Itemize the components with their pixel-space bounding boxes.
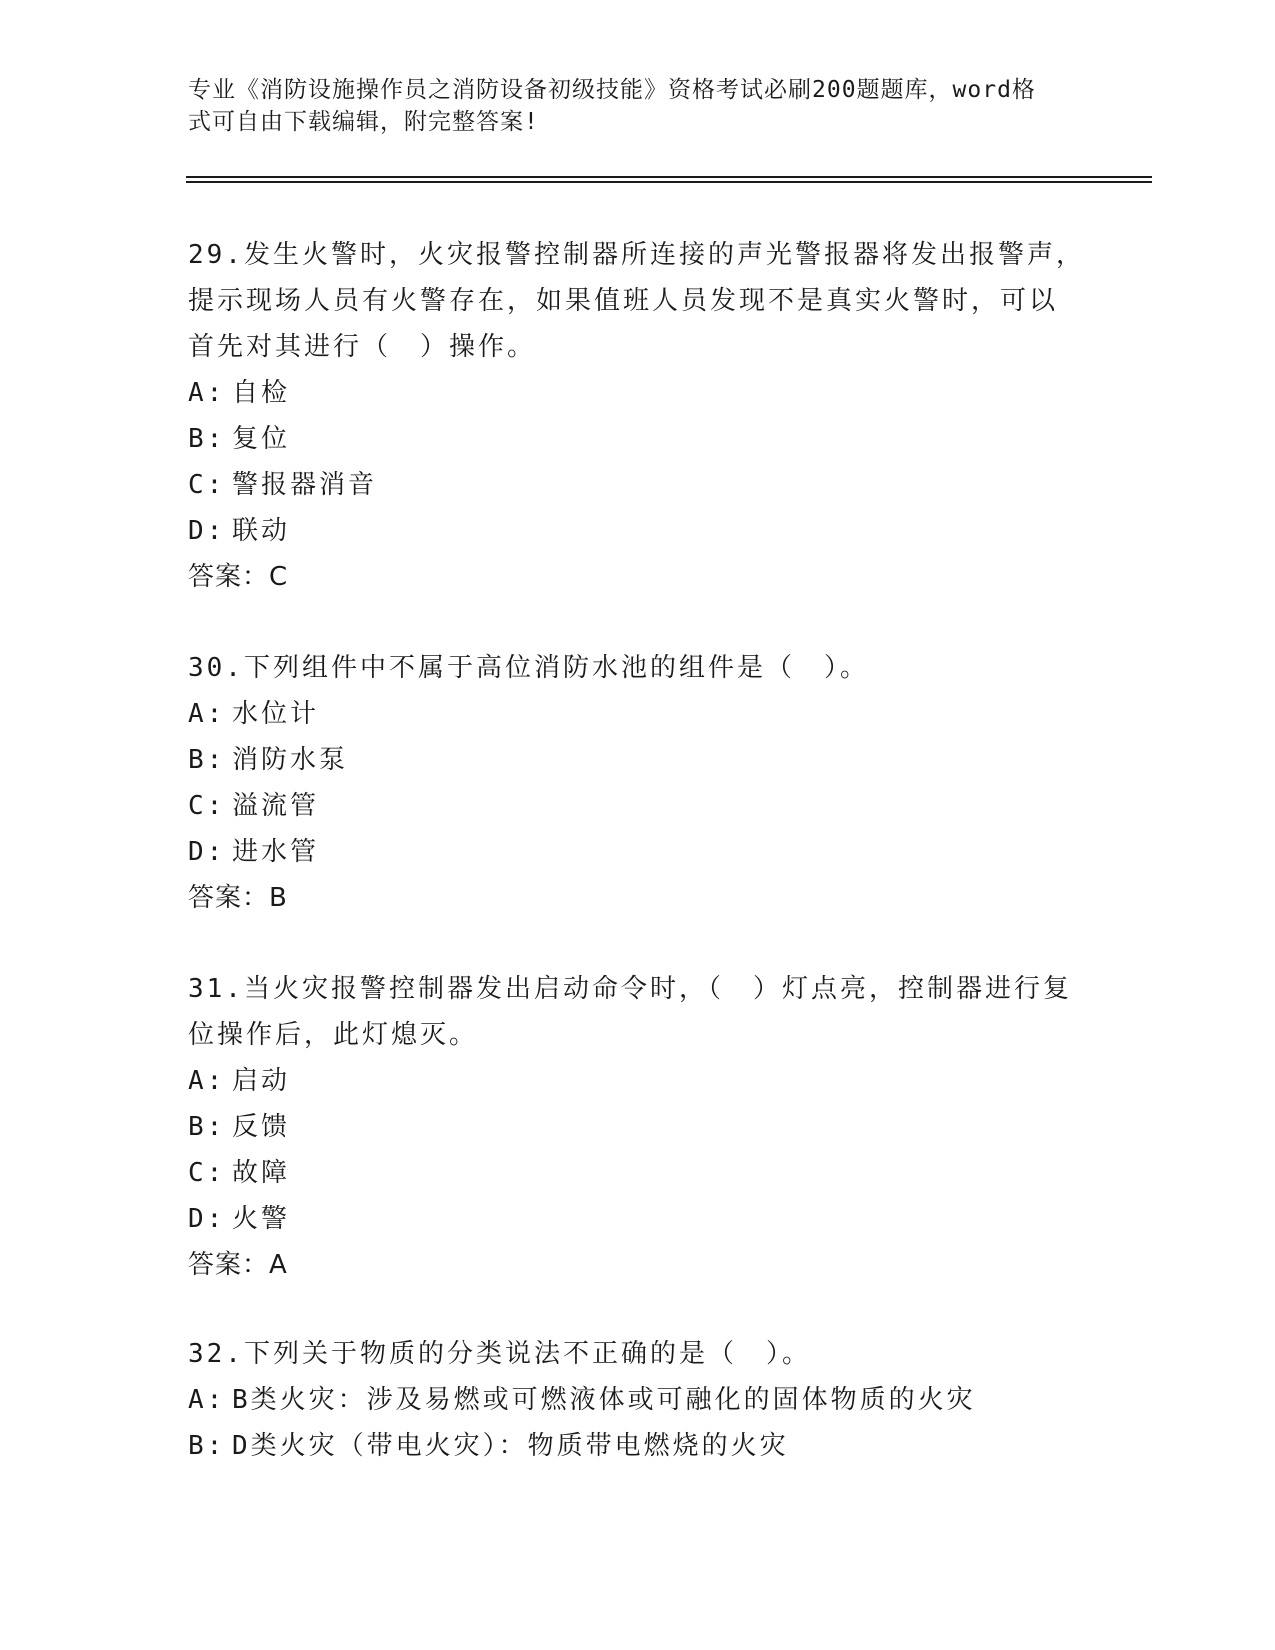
option-text: 复位: [232, 424, 291, 454]
option-key: B:: [188, 745, 226, 775]
option-key: B:: [188, 424, 226, 454]
option-c: [188, 783, 1088, 829]
document-header: [188, 74, 1088, 138]
option-text: 消防水泵: [232, 745, 349, 775]
option-b: [188, 416, 1088, 462]
option-d: [188, 508, 1088, 554]
option-a: [188, 1377, 1088, 1423]
option-key: A:: [188, 378, 226, 408]
question-stem-line: 提示现场人员有火警存在，如果值班人员发现不是真实火警时，可以: [188, 286, 1059, 316]
option-text: 自检: [232, 378, 291, 408]
option-text: 警报器消音: [232, 470, 378, 500]
question-31: [188, 966, 1088, 1288]
option-b: [188, 1104, 1088, 1150]
header-line-2: 式可自由下载编辑，附完整答案!: [188, 109, 539, 135]
option-text: 反馈: [232, 1112, 291, 1142]
option-d: [188, 829, 1088, 875]
option-c: [188, 462, 1088, 508]
option-key: D:: [188, 837, 226, 867]
option-key: A:: [188, 699, 226, 729]
answer-line: 答案：B: [188, 883, 288, 913]
option-key: B:: [188, 1431, 226, 1461]
header-divider-top: [186, 176, 1152, 178]
question-stem-line: 首先对其进行（ ）操作。: [188, 332, 537, 362]
option-key: A:: [188, 1066, 226, 1096]
option-key: C:: [188, 1158, 226, 1188]
option-text: 故障: [232, 1158, 291, 1188]
option-c: [188, 1150, 1088, 1196]
header-line-1: 专业《消防设施操作员之消防设备初级技能》资格考试必刷200题题库，word格: [188, 77, 1036, 103]
header-divider-bottom: [186, 181, 1152, 183]
question-32: [188, 1331, 1088, 1469]
option-text: 启动: [232, 1066, 291, 1096]
question-30: [188, 645, 1088, 921]
option-text: 联动: [232, 516, 291, 546]
option-key: B:: [188, 1112, 226, 1142]
option-b: [188, 1423, 1088, 1469]
option-a: [188, 1058, 1088, 1104]
option-text: 进水管: [232, 837, 320, 867]
option-text: D类火灾（带电火灾）：物质带电燃烧的火灾: [232, 1431, 789, 1461]
option-text: B类火灾：涉及易燃或可燃液体或可融化的固体物质的火灾: [232, 1385, 976, 1415]
option-a: [188, 370, 1088, 416]
question-stem-line: 31.当火灾报警控制器发出启动命令时，（ ）灯点亮，控制器进行复: [188, 974, 1072, 1004]
option-key: D:: [188, 516, 226, 546]
question-stem-line: 30.下列组件中不属于高位消防水池的组件是（ ）。: [188, 653, 869, 683]
option-text: 火警: [232, 1204, 291, 1234]
answer-line: 答案：A: [188, 1250, 288, 1280]
answer-line: 答案：C: [188, 562, 289, 592]
option-text: 水位计: [232, 699, 320, 729]
question-stem-line: 位操作后，此灯熄灭。: [188, 1020, 479, 1050]
question-stem-line: 29.发生火警时，火灾报警控制器所连接的声光警报器将发出报警声，: [188, 240, 1085, 270]
option-key: C:: [188, 470, 226, 500]
option-d: [188, 1196, 1088, 1242]
question-29: [188, 232, 1088, 600]
option-a: [188, 691, 1088, 737]
option-key: C:: [188, 791, 226, 821]
option-key: A:: [188, 1385, 226, 1415]
question-stem-line: 32.下列关于物质的分类说法不正确的是（ ）。: [188, 1339, 811, 1369]
option-key: D:: [188, 1204, 226, 1234]
option-b: [188, 737, 1088, 783]
option-text: 溢流管: [232, 791, 320, 821]
